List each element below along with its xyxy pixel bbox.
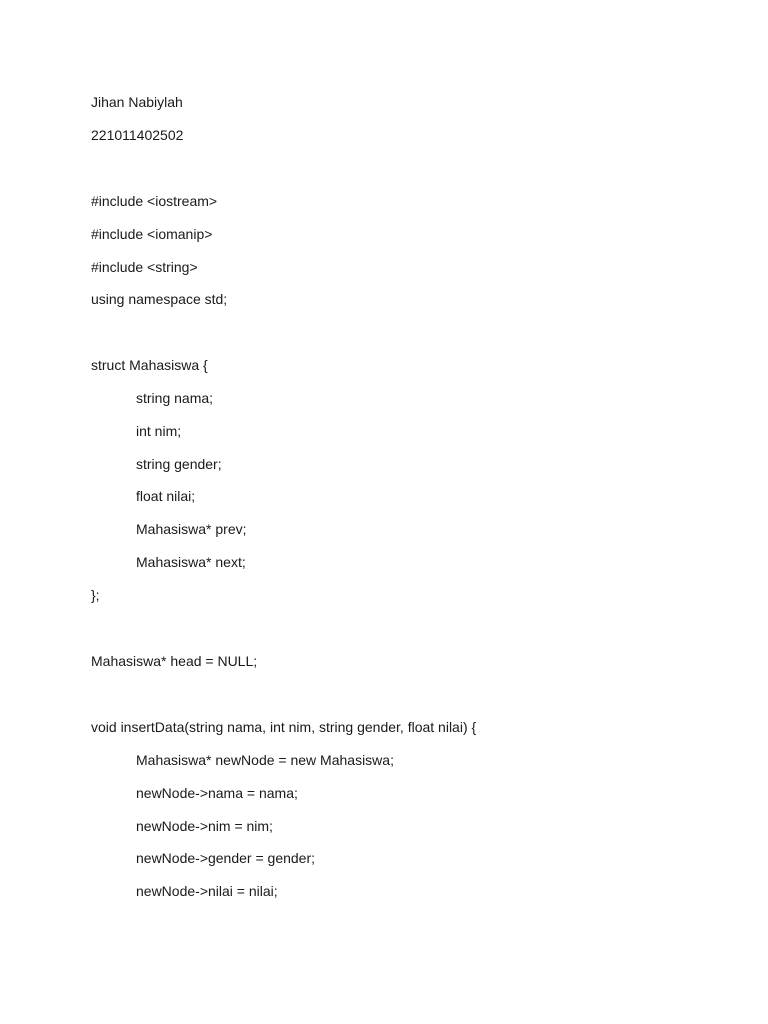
code-line: newNode->gender = gender;	[136, 850, 316, 866]
code-line: float nilai;	[136, 488, 196, 504]
code-line: Mahasiswa* newNode = new Mahasiswa;	[136, 752, 394, 768]
code-line: int nim;	[136, 423, 182, 439]
code-line: Mahasiswa* prev;	[136, 521, 247, 537]
code-line: #include <iomanip>	[91, 226, 213, 242]
author-name: Jihan Nabiylah	[91, 94, 183, 110]
code-line: #include <string>	[91, 259, 198, 275]
code-line: string nama;	[136, 390, 214, 406]
code-line: Mahasiswa* next;	[136, 554, 246, 570]
code-line: #include <iostream>	[91, 193, 218, 209]
code-line: using namespace std;	[91, 291, 228, 307]
code-line: };	[91, 587, 100, 603]
code-line: newNode->nilai = nilai;	[136, 883, 278, 899]
code-line: string gender;	[136, 456, 222, 472]
code-line: void insertData(string nama, int nim, string gender, float nilai) {	[91, 719, 477, 735]
code-line: newNode->nama = nama;	[136, 785, 298, 801]
code-line: struct Mahasiswa {	[91, 357, 208, 373]
code-line: newNode->nim = nim;	[136, 818, 273, 834]
code-line: Mahasiswa* head = NULL;	[91, 653, 258, 669]
author-id: 221011402502	[91, 127, 184, 143]
